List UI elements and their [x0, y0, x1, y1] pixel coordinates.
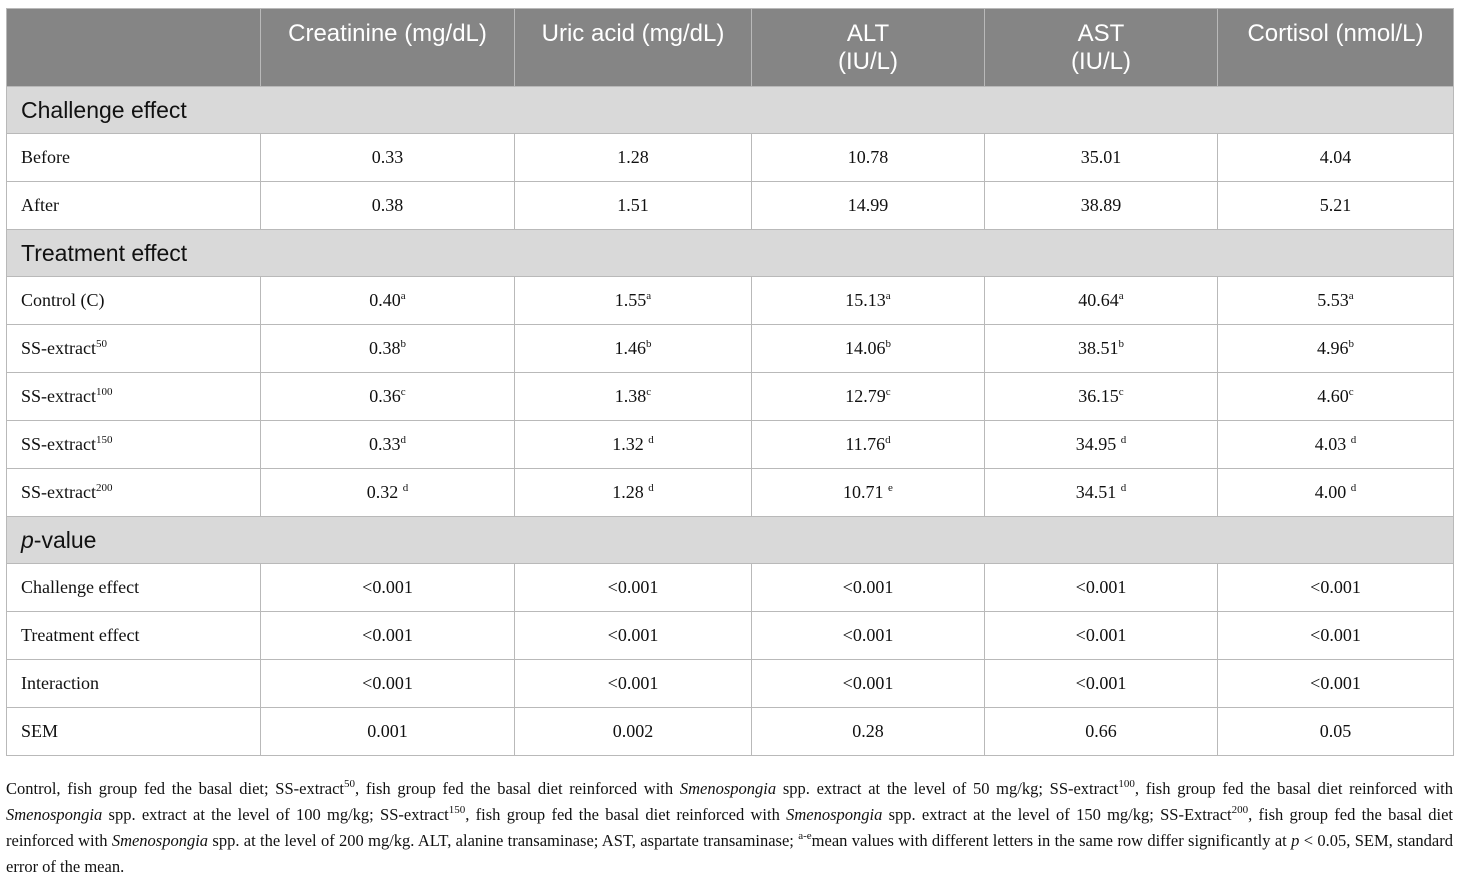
value-cell: <0.001 — [515, 564, 752, 612]
section-title: Treatment effect — [7, 230, 1454, 277]
value-cell: <0.001 — [1218, 660, 1454, 708]
value-cell: <0.001 — [261, 564, 515, 612]
value-cell: 4.96$^b$ — [1218, 325, 1454, 373]
value-cell: 0.001 — [261, 708, 515, 756]
value-cell: 1.32 $^d$ — [515, 421, 752, 469]
row-label: SS-extract$^{50}$ — [7, 325, 261, 373]
value-cell: 0.33$^d$ — [261, 421, 515, 469]
value-cell: <0.001 — [515, 660, 752, 708]
biochemical-results-table — [6, 8, 1454, 756]
value-cell: <0.001 — [985, 564, 1218, 612]
row-label: SEM — [7, 708, 261, 756]
value-cell: 4.60$^c$ — [1218, 373, 1454, 421]
header-alt: ALT (IU/L) — [752, 9, 985, 87]
table-row — [7, 612, 1454, 660]
row-label: After — [7, 182, 261, 230]
value-cell: 4.04 — [1218, 134, 1454, 182]
value-cell: 34.95 $^d$ — [985, 421, 1218, 469]
value-cell: 0.002 — [515, 708, 752, 756]
row-label: Treatment effect — [7, 612, 261, 660]
value-cell: 38.51$^b$ — [985, 325, 1218, 373]
value-cell: <0.001 — [261, 660, 515, 708]
header-creatinine: Creatinine (mg/dL) — [261, 9, 515, 87]
value-cell: <0.001 — [1218, 564, 1454, 612]
value-cell: 5.53$^a$ — [1218, 277, 1454, 325]
value-cell: 0.40$^a$ — [261, 277, 515, 325]
table-row — [7, 660, 1454, 708]
value-cell: 1.55$^a$ — [515, 277, 752, 325]
value-cell: 5.21 — [1218, 182, 1454, 230]
row-label: SS-extract$^{150}$ — [7, 421, 261, 469]
value-cell: <0.001 — [985, 612, 1218, 660]
table-footnote: Control, fish group fed the basal diet; SS-extract$^{50}$, fish group fed the basal diet reinforced with Smenospongia spp. extract at the level of 50 mg/kg; SS-extract$^{100}$, fish group fed the basal diet reinforced with Smenospongia spp. extract at the level of 100 mg/kg; SS-extract$^{150}$, fish group fed the basal diet reinforced with Smenospongia spp. extract at the level of 150 mg/kg; SS-Extract$^{200}$, fish group fed the basal diet reinforced with Smenospongia spp. at the level of 200 mg/kg. ALT, alanine transaminase; AST, aspartate transaminase; $^{a-e}$mean values with different letters in the same row differ significantly at p < 0.05, SEM, standard error of the mean. — [6, 777, 1453, 876]
value-cell: 14.99 — [752, 182, 985, 230]
header-row — [7, 9, 1454, 87]
row-label: Challenge effect — [7, 564, 261, 612]
table-row — [7, 564, 1454, 612]
row-label: Before — [7, 134, 261, 182]
value-cell: 15.13$^a$ — [752, 277, 985, 325]
value-cell: 12.79$^c$ — [752, 373, 985, 421]
section-treatment-effect — [7, 230, 1454, 277]
row-label: Interaction — [7, 660, 261, 708]
value-cell: 0.05 — [1218, 708, 1454, 756]
header-ast: AST (IU/L) — [985, 9, 1218, 87]
value-cell: 4.00 $^d$ — [1218, 469, 1454, 517]
value-cell: 1.28 $^d$ — [515, 469, 752, 517]
value-cell: 35.01 — [985, 134, 1218, 182]
table-row — [7, 134, 1454, 182]
value-cell: 40.64$^a$ — [985, 277, 1218, 325]
value-cell: 0.66 — [985, 708, 1218, 756]
value-cell: 0.36$^c$ — [261, 373, 515, 421]
value-cell: 0.38 — [261, 182, 515, 230]
value-cell: 1.51 — [515, 182, 752, 230]
value-cell: 11.76$^d$ — [752, 421, 985, 469]
section-challenge-effect — [7, 87, 1454, 134]
value-cell: <0.001 — [985, 660, 1218, 708]
table-row — [7, 373, 1454, 421]
value-cell: 1.46$^b$ — [515, 325, 752, 373]
value-cell: <0.001 — [515, 612, 752, 660]
value-cell: <0.001 — [752, 612, 985, 660]
section-title: p-value — [7, 517, 1454, 564]
value-cell: 0.38$^b$ — [261, 325, 515, 373]
section-p-value — [7, 517, 1454, 564]
value-cell: 14.06$^b$ — [752, 325, 985, 373]
value-cell: <0.001 — [1218, 612, 1454, 660]
value-cell: 36.15$^c$ — [985, 373, 1218, 421]
table-row — [7, 182, 1454, 230]
header-uric-acid: Uric acid (mg/dL) — [515, 9, 752, 87]
table-row — [7, 708, 1454, 756]
table-header — [7, 9, 1454, 87]
value-cell: 1.38$^c$ — [515, 373, 752, 421]
value-cell: 4.03 $^d$ — [1218, 421, 1454, 469]
table-row — [7, 277, 1454, 325]
table-row — [7, 325, 1454, 373]
value-cell: 1.28 — [515, 134, 752, 182]
value-cell: 0.28 — [752, 708, 985, 756]
value-cell: 10.78 — [752, 134, 985, 182]
value-cell: 0.33 — [261, 134, 515, 182]
table-row — [7, 421, 1454, 469]
header-cortisol: Cortisol (nmol/L) — [1218, 9, 1454, 87]
row-label: Control (C) — [7, 277, 261, 325]
row-label: SS-extract$^{200}$ — [7, 469, 261, 517]
header-blank-cell — [7, 9, 261, 87]
value-cell: <0.001 — [261, 612, 515, 660]
value-cell: <0.001 — [752, 564, 985, 612]
value-cell: 0.32 $^d$ — [261, 469, 515, 517]
section-title: Challenge effect — [7, 87, 1454, 134]
results-table-container — [6, 8, 1453, 756]
value-cell: 10.71 $^e$ — [752, 469, 985, 517]
value-cell: 34.51 $^d$ — [985, 469, 1218, 517]
row-label: SS-extract$^{100}$ — [7, 373, 261, 421]
table-row — [7, 469, 1454, 517]
value-cell: <0.001 — [752, 660, 985, 708]
table-body — [7, 87, 1454, 756]
value-cell: 38.89 — [985, 182, 1218, 230]
